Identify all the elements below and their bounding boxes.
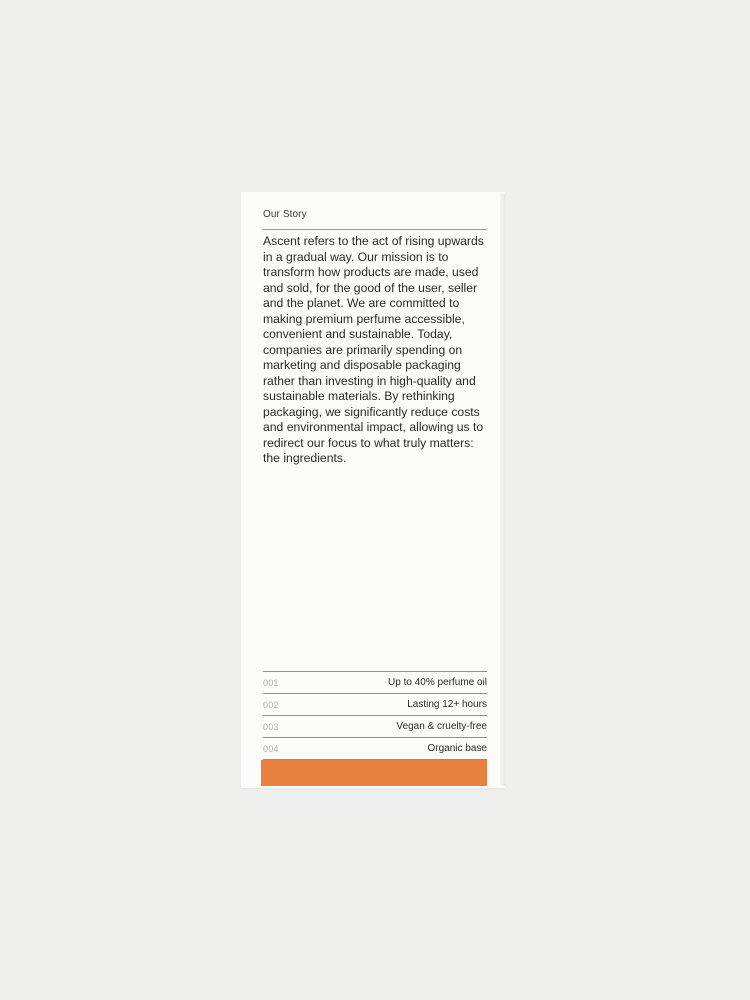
feature-text: Vegan & cruelty-free: [396, 721, 487, 732]
perfume-box: [241, 192, 505, 788]
feature-row: [263, 693, 487, 715]
story-text: Ascent refers to the act of rising upwards in a gradual way. Our mission is to transform how products are made, used and sold, for the good of the user, seller and the planet. We are committed to making premium perfume accessible, convenient and sustainable. Today, companies are primarily spending on marketing and disposable packaging rather than investing in high-quality and sustainable materials. By rethinking packaging, we significantly reduce costs and environmental impact, allowing us to redirect our focus to what truly matters: the ingredients.: [263, 234, 484, 465]
feature-row: [263, 671, 487, 693]
feature-list: [263, 671, 487, 760]
feature-text: Lasting 12+ hours: [407, 699, 487, 710]
feature-number: 002: [263, 699, 279, 710]
feature-text: Organic base: [427, 743, 487, 754]
feature-number: 004: [263, 743, 279, 754]
feature-number: 003: [263, 721, 279, 732]
feature-row: [263, 715, 487, 737]
heading-divider: [263, 229, 487, 230]
orange-accent-band: [261, 760, 487, 786]
box-side-edge: [500, 194, 505, 786]
feature-row: [263, 737, 487, 760]
feature-number: 001: [263, 677, 279, 688]
story-heading: Our Story: [263, 209, 307, 220]
feature-text: Up to 40% perfume oil: [388, 677, 487, 688]
